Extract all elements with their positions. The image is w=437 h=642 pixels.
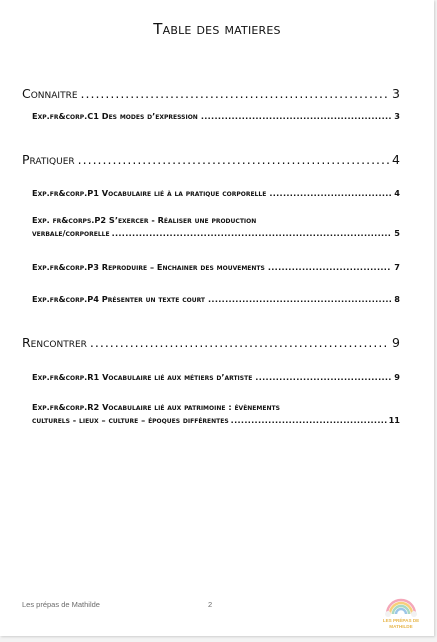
toc-leader-dots [268,262,391,272]
toc-entry-page: 9 [394,372,400,382]
toc-entry-label-line2: verbale/corporelle [32,228,110,238]
toc-entry-page: 11 [388,415,400,425]
toc-entry-label: Connaitre [22,86,78,101]
toc-entry-r2[interactable] [32,401,400,427]
toc-entry-r1[interactable] [32,372,400,382]
footer-author: Les prépas de Mathilde [22,600,100,609]
toc-entry-pratiquer[interactable] [22,152,400,167]
toc-leader-dots [81,86,390,101]
toc-leader-dots [208,294,391,304]
toc-entry-label: Exp.fr&corp.P3 Reproduire – Enchainer des mouvements [32,262,265,272]
toc-entry-page: 5 [394,228,400,238]
toc-leader-dots [112,227,393,240]
toc-entry-page: 4 [392,152,400,167]
toc-entry-c1[interactable] [32,111,400,121]
toc-entry-label: Pratiquer [22,152,75,167]
toc-entry-label: Rencontrer [22,335,87,350]
toc-entry-p1[interactable] [32,188,400,198]
toc-entry-label: Exp.fr&corp.P4 Présenter un texte court [32,294,206,304]
toc-entry-p2[interactable] [32,214,400,240]
toc-leader-dots [231,414,387,427]
rainbow-logo-icon [380,592,422,634]
toc-entry-page: 3 [394,111,400,121]
toc-entry-label-line2: culturels - lieux – culture – époques différentes [32,415,229,425]
toc-leader-dots [90,335,389,350]
toc-leader-dots [255,372,391,382]
toc-entry-label: Exp.fr&corp.P1 Vocabulaire lié à la pratique corporelle [32,188,267,198]
toc-leader-dots [78,152,389,167]
toc-entry-label: Exp.fr&corp.R1 Vocabulaire lié aux métiers d’artiste [32,372,253,382]
page-title: Table des matieres [153,20,281,38]
toc-leader-dots [201,111,391,121]
toc-entry-page: 8 [394,294,400,304]
toc-entry-p4[interactable] [32,294,400,304]
toc-entry-page: 9 [392,335,400,350]
toc-entry-label-line1: Exp.fr&corp.R2 Vocabulaire lié aux patrimoine : évènements [32,402,280,412]
footer-page-number: 2 [208,600,213,609]
toc-entry-rencontrer[interactable] [22,335,400,350]
toc-entry-connaitre[interactable] [22,86,400,101]
rainbow-icon [380,592,422,618]
toc-entry-label: Exp.fr&corp.C1 Des modes d’expression [32,111,198,121]
toc-entry-label-line1: Exp. fr&corps.P2 S’exercer - Réaliser une production [32,215,257,225]
logo-text-line2: MATHILDE [389,624,413,629]
toc-leader-dots [269,188,391,198]
logo-text-line1: LES PRÉPAS DE [382,618,420,623]
toc-entry-p3[interactable] [32,262,400,272]
toc-entry-page: 7 [394,262,400,272]
toc-entry-page: 4 [394,188,400,198]
toc-entry-page: 3 [392,86,400,101]
